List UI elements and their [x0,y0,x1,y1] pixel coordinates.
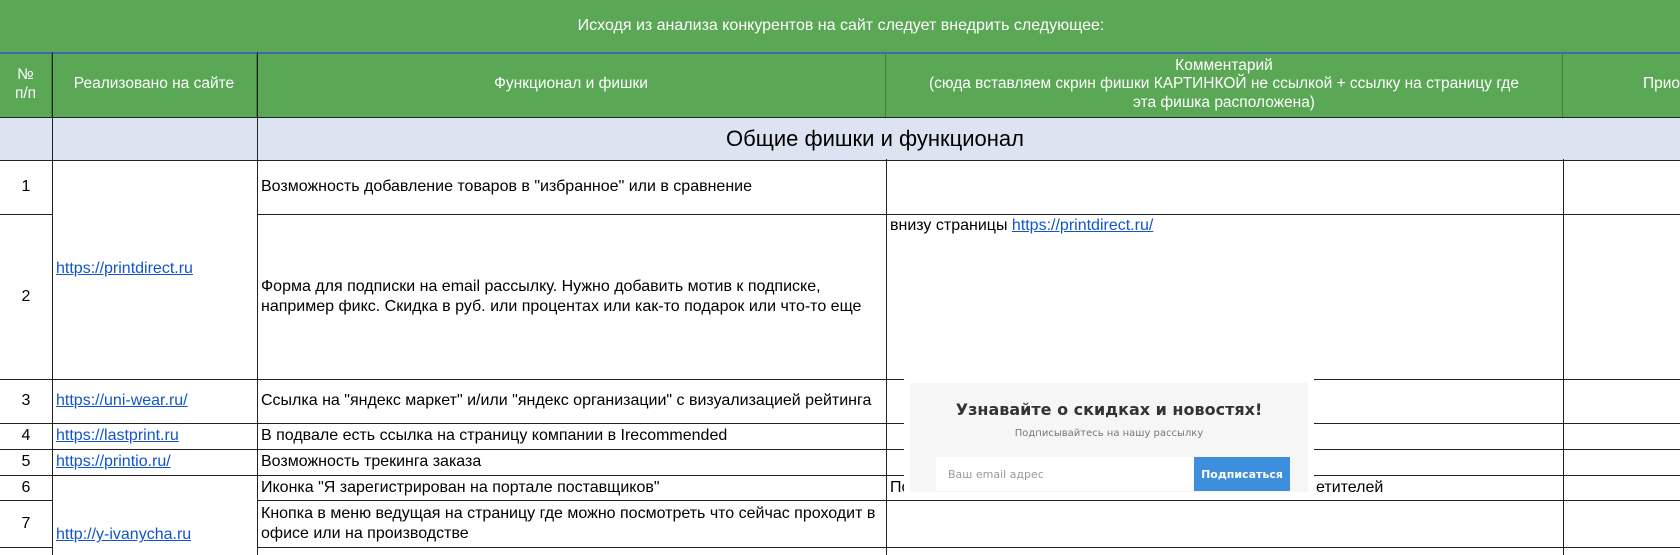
grid-line [257,500,1680,501]
popup-email-field: Ваш email адрес [936,457,1204,491]
row-num[interactable]: 5 [21,453,31,471]
site-link-yivanycha[interactable]: http://y-ivanycha.ru [56,526,192,544]
header-top-border [0,52,1680,54]
site-link-printdirect[interactable]: https://printdirect.ru [56,260,193,278]
header-num[interactable]: № п/п [0,52,52,117]
site-link-lastprint[interactable]: https://lastprint.ru [56,427,179,445]
grid-line [0,500,52,501]
grid-line [257,214,1680,215]
row-func[interactable]: Возможность трекинга заказа [261,453,482,471]
row-num[interactable]: 6 [21,478,31,496]
sheet-banner [0,0,1680,52]
grid-line [0,379,1680,380]
row-func[interactable]: Иконка "Я зарегистрирован на портале поставщиков" [261,478,660,496]
row-func[interactable]: В подвале есть ссылка на страницу компании в Irecommended [261,427,728,445]
embedded-subscribe-screenshot[interactable] [910,383,1308,492]
site-cell[interactable] [52,379,257,423]
grid-line [0,475,1680,476]
header-comment[interactable]: Комментарий (сюда вставляем скрин фишки КАРТИНКОЙ не ссылкой + ссылку на страницу где эта фишка расположена) [886,52,1563,117]
row-func[interactable]: Форма для подписки на email рассылку. Нужно добавить мотив к подписке, например фикс. Скидка в руб. или процентах или как-то подарок или что-то еще [261,277,862,315]
grid-line [52,52,53,555]
site-cell[interactable] [52,159,257,379]
row-comment-right[interactable]: етителей [1316,478,1384,496]
section-row[interactable] [0,117,1680,161]
site-cell[interactable] [52,449,257,475]
grid-line [0,423,1680,424]
grid-line [0,547,52,548]
site-cell[interactable] [52,500,257,555]
site-link-printio[interactable]: https://printio.ru/ [56,453,171,471]
row-num[interactable]: 3 [21,392,31,410]
grid-line [0,214,52,215]
header-priority[interactable]: Прио [1563,52,1680,117]
section-title: Общие фишки и функционал [726,126,1024,151]
row-func[interactable]: Ссылка на "яндекс маркет" и/или "яндекс организации" с визуализацией рейтинга [261,392,872,410]
grid-line [886,159,887,555]
row-func[interactable]: Кнопка в меню ведущая на страницу где можно посмотреть что сейчас проходит в офисе или на производстве [261,504,876,542]
row-num[interactable]: 2 [21,287,31,305]
popup-subtitle: Подписывайтесь на нашу рассылку [1014,428,1204,439]
row-num[interactable]: 1 [21,177,31,195]
site-cell[interactable] [52,423,257,449]
banner-text: Исходя из анализа конкурентов на сайт следует внедрить следующее: [577,17,1105,34]
grid-line [1563,159,1564,555]
comment-text: внизу страницы [890,217,1012,234]
grid-line [257,547,1680,548]
grid-line [257,52,258,555]
grid-line [0,449,1680,450]
popup-title: Узнавайте о скидках и новостях! [955,400,1263,419]
row-func[interactable]: Возможность добавление товаров в "избранное" или в сравнение [261,177,752,195]
header-func[interactable]: Функционал и фишки [257,52,886,117]
row-comment-left[interactable]: По [890,478,911,496]
popup-subscribe-button: Подписаться [1194,457,1290,491]
site-link-uniwear[interactable]: https://uni-wear.ru/ [56,392,188,410]
comment-link[interactable]: https://printdirect.ru/ [1011,217,1154,234]
header-site[interactable]: Реализовано на сайте [52,52,257,117]
row-num[interactable]: 7 [21,514,31,532]
row-comment[interactable] [886,216,1563,376]
row-num[interactable]: 4 [21,427,31,445]
